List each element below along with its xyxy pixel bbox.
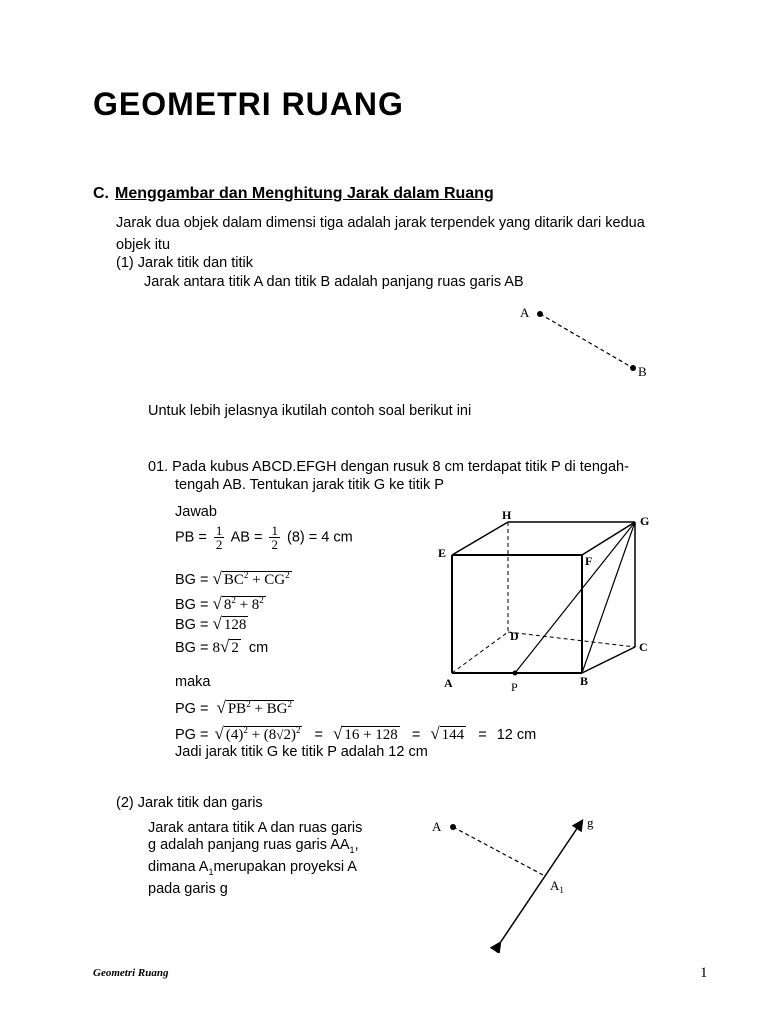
- term-bg: + BG: [250, 701, 288, 717]
- exp: 2: [243, 725, 248, 735]
- label-b: B: [638, 364, 647, 379]
- part2-line-2-text: g adalah panjang ruas garis AA: [148, 837, 350, 853]
- footer-title: Geometri Ruang: [93, 967, 169, 979]
- edge-ad: [452, 632, 508, 673]
- section-title: Menggambar dan Menghitung Jarak dalam Ruang: [115, 185, 494, 202]
- label-p: P: [511, 680, 518, 694]
- exp: 2: [287, 699, 292, 709]
- bg-label: BG =: [175, 640, 209, 656]
- point-a: [537, 311, 543, 317]
- edge-dc: [508, 632, 635, 647]
- jawab-label: Jawab: [175, 504, 217, 520]
- sqrt-expression: √ $BC^2 + CG^2$: [212, 569, 290, 588]
- intro-line-2: objek itu: [116, 237, 171, 253]
- label-g: g: [587, 815, 594, 830]
- term-8: 8: [223, 597, 232, 613]
- radicand: 2: [231, 640, 239, 656]
- subscript: 1: [208, 866, 214, 877]
- equals: =: [411, 727, 421, 743]
- radicand-144: 144: [441, 727, 465, 743]
- label-b: B: [580, 674, 589, 688]
- part1-description: Jarak antara titik A dan titik B adalah panjang ruas garis AB: [144, 274, 524, 290]
- label-a: A: [520, 305, 530, 320]
- page-title: GEOMETRI RUANG: [93, 86, 404, 122]
- segment-aa1: [453, 827, 543, 875]
- bg-label: BG =: [175, 572, 209, 588]
- label-a1: [550, 878, 564, 895]
- part2-line-3-a: dimana A: [148, 858, 209, 875]
- term-plus-8: + 8: [235, 597, 260, 613]
- pg-label: PG =: [175, 701, 209, 717]
- point-line-diagram: [425, 808, 615, 953]
- coefficient: 8: [212, 640, 220, 656]
- exp: 2: [295, 725, 301, 735]
- part2-line-1: Jarak antara titik A dan ruas garis: [148, 820, 363, 836]
- pg-label: PG =: [175, 727, 209, 743]
- edge-eh: [452, 522, 508, 555]
- radicand: 128: [223, 617, 247, 633]
- label-f: F: [585, 554, 593, 568]
- point-a: [450, 824, 456, 830]
- sqrt-expression: √ $PB^2 + BG^2$: [216, 698, 292, 717]
- unit: cm: [248, 640, 269, 656]
- sqrt-expression: √ $8^2 + 8^2$: [212, 594, 264, 613]
- pg-line-1: [175, 695, 294, 718]
- example-intro: Untuk lebih jelasnya ikutilah contoh soal berikut ini: [148, 403, 472, 419]
- exp: 2: [285, 570, 290, 580]
- bg-label: BG =: [175, 617, 209, 633]
- bg-line-3: [175, 615, 248, 634]
- equals: =: [478, 727, 487, 743]
- pb-equation: [175, 524, 353, 551]
- term-cg: + CG: [248, 572, 286, 588]
- part1-heading: (1) Jarak titik dan titik: [116, 255, 253, 271]
- exp: 2: [231, 595, 236, 605]
- term-8: + (8: [247, 727, 277, 743]
- fraction-denominator: 2: [215, 537, 223, 552]
- fraction-numerator: 1: [271, 523, 278, 538]
- term-4: (4): [225, 727, 244, 743]
- point-p: [513, 671, 518, 676]
- fraction-half-2: [269, 524, 280, 551]
- fraction-half: [214, 524, 225, 551]
- label-d: D: [510, 629, 519, 643]
- pb-ab: AB =: [230, 529, 263, 546]
- equals: =: [314, 727, 323, 743]
- problem-line-2: tengah AB. Tentukan jarak titik G ke titik P: [175, 477, 444, 493]
- label-h: H: [502, 508, 512, 522]
- term-bc: BC: [223, 572, 244, 588]
- edge-fg: [582, 522, 635, 555]
- section-heading: [93, 185, 494, 203]
- label-c: C: [639, 640, 648, 654]
- sqrt-expression: 8√ 2: [212, 637, 239, 656]
- section-letter: C.: [93, 185, 109, 202]
- sqrt-expression: √ $(4)^2 + (8√2)^2$: [214, 724, 301, 743]
- pg-line-2: [175, 721, 536, 744]
- label-g: G: [640, 514, 650, 528]
- part2-line-3: [148, 859, 362, 881]
- part2-line-4: pada garis g: [148, 880, 228, 897]
- cube-diagram: [430, 505, 660, 700]
- label-a: A: [432, 819, 442, 834]
- exp: 2: [246, 699, 251, 709]
- part2-line-3-b: merupakan proyeksi A: [213, 858, 357, 875]
- page-number: 1: [700, 965, 708, 981]
- fraction-denominator: 2: [271, 537, 278, 552]
- bg-label: BG =: [175, 597, 209, 613]
- term-pb: PB: [227, 701, 247, 717]
- fraction-numerator: 1: [215, 523, 223, 538]
- pg-result: 12 cm: [496, 727, 537, 743]
- segment-ab: [540, 314, 633, 368]
- segment-pg: [515, 522, 635, 673]
- point-distance-diagram: [500, 300, 660, 385]
- problem-line-1: 01. Pada kubus ABCD.EFGH dengan rusuk 8 cm terdapat titik P di tengah-: [148, 459, 629, 475]
- exp: 2: [259, 595, 264, 605]
- pb-prefix: PB =: [175, 529, 207, 546]
- bg-line-4: [175, 638, 268, 657]
- part2-description: [148, 820, 362, 898]
- bg-line-2: [175, 591, 266, 614]
- subscript: 1: [349, 844, 355, 855]
- intro-line-1: Jarak dua objek dalam dimensi tiga adalah jarak terpendek yang ditarik dari kedua: [116, 215, 645, 231]
- part2-line-2-tail: ,: [354, 837, 359, 853]
- bg-line-1: [175, 566, 292, 589]
- pb-tail: (8) = 4 cm: [287, 529, 353, 546]
- label-a: A: [444, 676, 453, 690]
- sqrt-expression: √ 16 + 128: [332, 724, 398, 743]
- maka-label: maka: [175, 674, 211, 690]
- part2-heading: (2) Jarak titik dan garis: [116, 795, 263, 811]
- label-a1-sub: 1: [559, 885, 564, 895]
- conclusion: Jadi jarak titik G ke titik P adalah 12 cm: [175, 744, 428, 760]
- sqrt-expression: √ 144: [430, 724, 465, 743]
- label-e: E: [438, 546, 447, 560]
- exp: 2: [243, 570, 249, 580]
- line-g: [498, 824, 580, 946]
- radicand-sum: 16 + 128: [344, 727, 398, 743]
- inner-radicand: 2: [283, 727, 291, 743]
- part2-line-2: [148, 837, 362, 859]
- close-paren: ): [290, 727, 296, 743]
- point-b: [630, 365, 636, 371]
- label-a1-text: A: [550, 878, 560, 893]
- sqrt-expression: √ 128: [212, 614, 247, 633]
